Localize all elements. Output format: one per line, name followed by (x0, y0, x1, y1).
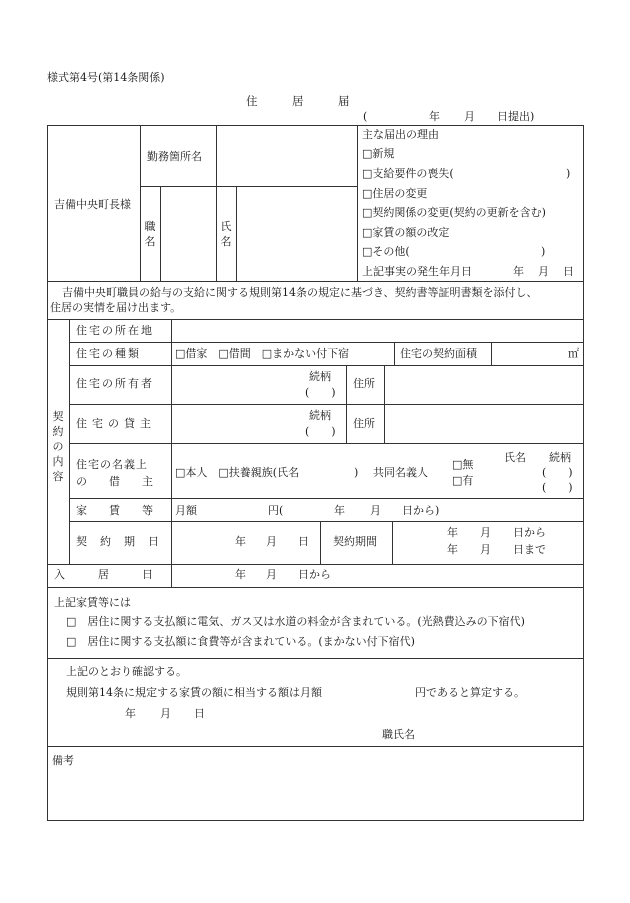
lessor-address-field[interactable] (385, 405, 582, 442)
holder-close-paren: ) (354, 466, 359, 479)
movein-from-label: 日から (298, 568, 331, 581)
movein-month-label: 月 (266, 568, 277, 581)
lessor-relation-paren: ( ) (305, 425, 336, 438)
reason-contract-change-checkbox[interactable]: □契約関係の変更(契約の更新を含む) (362, 206, 546, 219)
holder-label-line-1: 住宅の名義上 (76, 458, 148, 471)
joint-yes-checkbox[interactable]: □有 (452, 474, 474, 487)
housing-type-label: 住宅の種類 (76, 347, 141, 360)
submit-month-label: 月 (464, 110, 475, 123)
lessor-address-label: 住所 (353, 417, 375, 430)
term-day-label: 日 (298, 535, 309, 548)
lessor-label: 住宅の貸主 (76, 417, 156, 430)
event-year-label: 年 (513, 265, 524, 278)
term-month-label: 月 (266, 535, 277, 548)
owner-label: 住宅の所有者 (76, 377, 154, 390)
joint-relation-label: 続柄 (549, 451, 571, 464)
reason-eligibility-close-paren: ) (566, 167, 571, 180)
form-title: 住 居 届 (246, 94, 350, 108)
recipient-label: 吉備中央町長様 (54, 198, 131, 211)
movein-label: 入 居 日 (54, 568, 153, 581)
contract-area-label: 住宅の契約面積 (400, 347, 477, 360)
period-to: 年 月 日まで (447, 543, 546, 556)
reason-other-checkbox[interactable]: □その他( (362, 245, 410, 258)
owner-address-label: 住所 (353, 377, 375, 390)
period-from: 年 月 日から (447, 526, 546, 539)
joint-relation-paren-2: ( ) (542, 481, 573, 494)
workplace-field[interactable] (217, 126, 356, 186)
meals-included-checkbox[interactable]: □ 居住に関する支払額に食費等が含まれている。(まかない付下宿代) (66, 635, 415, 648)
rent-year-label: 年 (334, 504, 345, 517)
reason-other-close-paren: ) (541, 245, 546, 258)
name-label: 氏名 (220, 220, 232, 248)
official-name-label: 職氏名 (382, 728, 415, 741)
reason-new-checkbox[interactable]: □新規 (362, 147, 395, 160)
workplace-label: 勤務箇所名 (147, 150, 202, 163)
confirm-line-2: 規則第14条に規定する家賃の額に相当する額は月額 (66, 686, 322, 699)
reason-residence-change-checkbox[interactable]: □住居の変更 (362, 187, 428, 200)
joint-relation-paren-1: ( ) (542, 466, 573, 479)
job-title-field[interactable] (161, 187, 215, 281)
rent-month-label: 月 (370, 504, 381, 517)
owner-relation-paren: ( ) (305, 386, 336, 399)
rent-label: 家 賃 等 (76, 504, 153, 517)
event-month-label: 月 (538, 265, 549, 278)
period-label: 契約期間 (333, 535, 377, 548)
confirm-line-1: 上記のとおり確認する。 (66, 665, 187, 678)
term-year-label: 年 (235, 535, 246, 548)
term-label: 契 約 期 日 (76, 535, 160, 548)
contract-section-label: 契約の内容 (52, 410, 64, 483)
declaration-line-2: 住居の実情を届け出ます。 (50, 301, 182, 314)
remarks-label: 備考 (52, 754, 74, 767)
rent-from-label: 日から) (402, 504, 440, 517)
name-field[interactable] (237, 187, 356, 281)
joint-name-label: 氏名 (504, 451, 526, 464)
location-field[interactable] (172, 320, 582, 341)
confirm-year-label: 年 (125, 707, 136, 720)
confirm-month-label: 月 (160, 707, 171, 720)
confirm-line-2-end: 円であると算定する。 (415, 686, 525, 699)
submit-day-label: 日提出) (497, 110, 535, 123)
area-unit: ㎡ (568, 347, 579, 360)
movein-year-label: 年 (235, 568, 246, 581)
rent-notes-title: 上記家賃等には (54, 596, 131, 609)
joint-holder-label: 共同名義人 (373, 466, 428, 479)
rent-yen-label: 円( (268, 504, 284, 517)
reasons-title: 主な届出の理由 (362, 128, 439, 141)
job-title-label: 職名 (144, 220, 156, 248)
date-open-paren: ( (363, 110, 368, 123)
confirm-day-label: 日 (194, 707, 205, 720)
event-day-label: 日 (563, 265, 574, 278)
declaration-line-1: 吉備中央町職員の給与の支給に関する規則第14条の規定に基づき、契約書等証明書類を添付し、 (62, 286, 538, 299)
submit-year-label: 年 (429, 110, 440, 123)
joint-none-checkbox[interactable]: □無 (452, 458, 474, 471)
remarks-field[interactable] (48, 770, 582, 819)
event-date-label: 上記事実の発生年月日 (362, 265, 472, 278)
housing-type-options[interactable]: □借家 □借間 □まかない付下宿 (175, 347, 350, 360)
holder-label-line-2: の 借 主 (76, 475, 153, 488)
reason-rent-revision-checkbox[interactable]: □家賃の額の改定 (362, 226, 450, 239)
lessor-relation-label: 続柄 (309, 409, 331, 422)
reason-eligibility-loss-checkbox[interactable]: □支給要件の喪失( (362, 167, 454, 180)
rent-monthly-label: 月額 (175, 504, 197, 517)
utilities-included-checkbox[interactable]: □ 居住に関する支払額に電気、ガス又は水道の料金が含まれている。(光熱費込みの下宿代) (66, 615, 525, 628)
owner-relation-label: 続柄 (309, 370, 331, 383)
holder-options[interactable]: □本人 □扶養親族(氏名 (175, 466, 300, 479)
owner-address-field[interactable] (385, 366, 582, 403)
location-label: 住宅の所在地 (76, 324, 154, 337)
form-number: 様式第4号(第14条関係) (47, 71, 165, 84)
